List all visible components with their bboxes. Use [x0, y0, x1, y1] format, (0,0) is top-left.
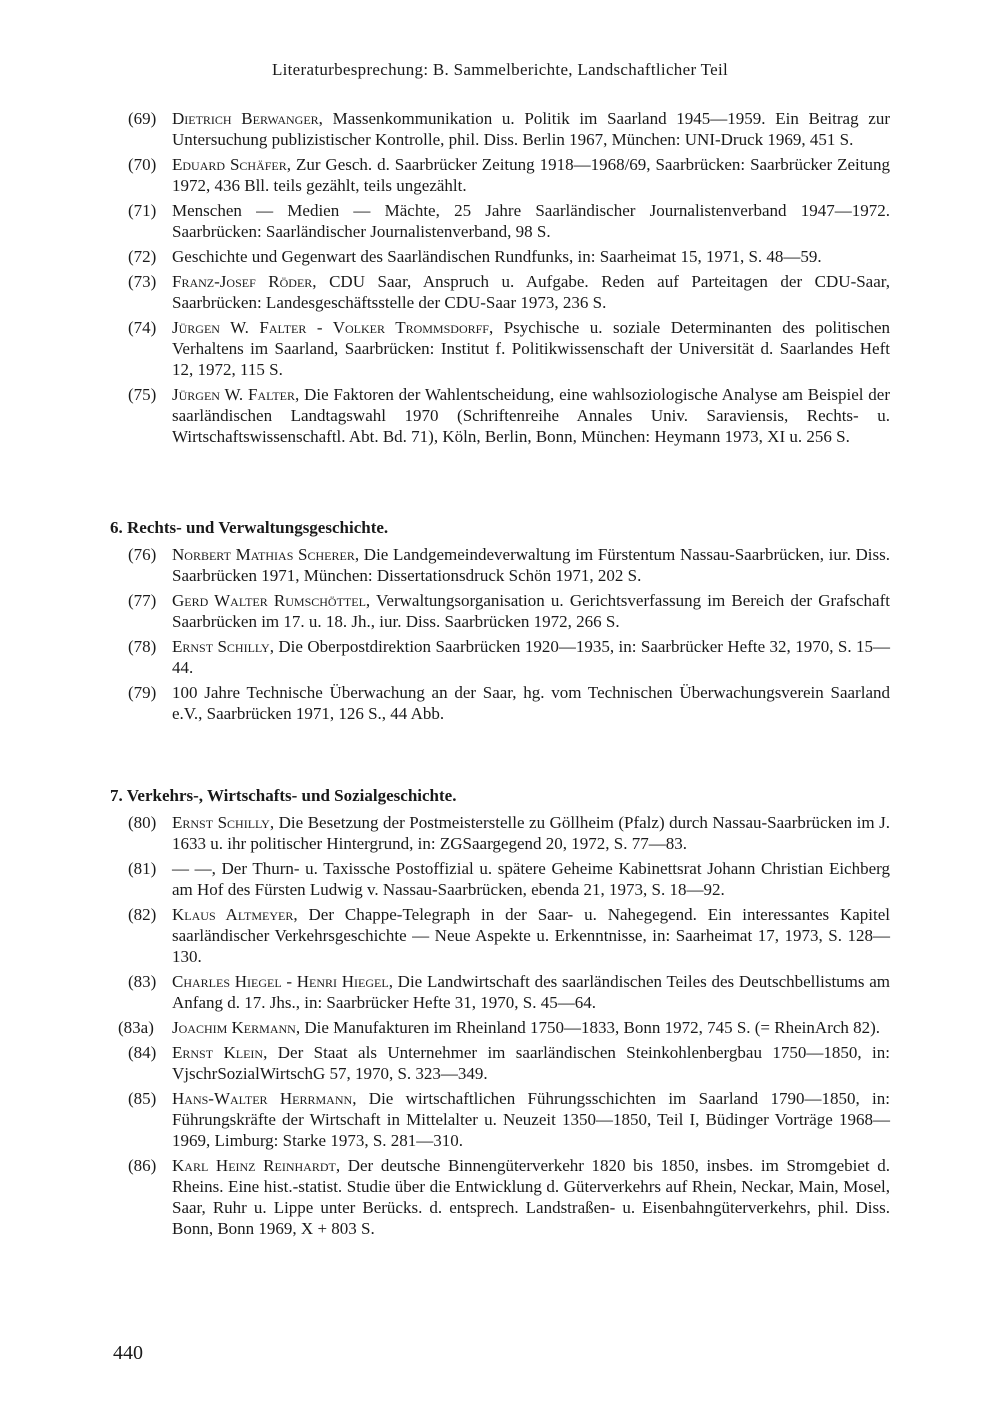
page-number: 440	[113, 1342, 143, 1364]
entry-text: , Der deutsche Binnengüterverkehr 1820 bis 1850, insbes. im Stromgebiet d. Rheins. Eine hist.-statist. Studie über die Entwicklung d. Güterverkehrs auf Rhein, Neckar, Main, Mosel, Saar, Ruhr u. Lippe unter Berücks. d. entsprech. Landstraßen- u. Eisenbahngüterverkehrs, phil. Diss. Bonn, Bonn 1969, X + 803 S.	[172, 1156, 891, 1238]
bibliography-entry	[110, 384, 890, 447]
entry-number: (85)	[128, 1089, 157, 1108]
entry-text: , Die Manufakturen im Rheinland 1750—1833, Bonn 1972, 745 S. (= RheinArch 82).	[295, 1018, 881, 1037]
bibliography-entry	[110, 108, 890, 150]
bibliography-entry	[110, 636, 890, 678]
entry-author: Ernst Schilly	[172, 637, 270, 656]
bibliography-entry	[110, 200, 890, 242]
entry-number: (77)	[128, 591, 157, 610]
entry-author: Gerd Walter Rumschöttel	[172, 591, 366, 610]
entry-text: , Die Faktoren der Wahlentscheidung, eine wahlsoziologische Analyse am Beispiel der saarländischen Landtagswahl 1970 (Schriftenreihe Annales Univ. Saraviensis, Rechts- u. Wirtschaftswissenschaftl. Abt. Bd. 71), Köln, Berlin, Bonn, München: Heymann 1973, XI u. 256 S.	[172, 385, 890, 446]
entry-author: Franz-Josef Röder	[172, 272, 313, 291]
entry-text: , Die Landgemeindeverwaltung im Fürstentum Nassau-Saarbrücken, iur. Diss. Saarbrücken 1971, München: Dissertationsdruck Schön 1971, 202 S.	[172, 545, 890, 585]
entry-text: , Der Chappe-Telegraph in der Saar- u. Nahegegend. Ein interessantes Kapitel saarländischer Verkehrsgeschichte — Neue Aspekte u. Erkenntnisse, in: Saarheimat 17, 1973, S. 128—130.	[172, 905, 891, 966]
bibliography-entry	[110, 590, 890, 632]
entry-text: 100 Jahre Technische Überwachung an der Saar, hg. vom Technischen Überwachungsverein Saarland e.V., Saarbrücken 1971, 126 S., 44 Abb.	[172, 683, 890, 723]
bibliography-entry	[110, 904, 890, 967]
bibliography-entry	[110, 682, 890, 724]
entry-number: (74)	[128, 318, 157, 337]
entry-text: — —, Der Thurn- u. Taxissche Postoffizial u. spätere Geheime Kabinettsrat Johann Christian Eichberg am Hof des Fürsten Ludwig v. Nassau-Saarbrücken, ebenda 21, 1973, S. 18—92.	[172, 859, 890, 899]
entry-author: Karl Heinz Reinhardt	[172, 1156, 336, 1175]
bibliography-entry	[110, 317, 890, 380]
bibliography-list	[110, 108, 890, 447]
entry-author: Norbert Mathias Scherer	[172, 545, 355, 564]
entry-author: Jürgen W. Falter - Volker Trommsdorff	[172, 318, 489, 337]
entry-text: , Der Staat als Unternehmer im saarländischen Steinkohlenbergbau 1750—1850, in: VjschrSozialWirtschG 57, 1970, S. 323—349.	[172, 1043, 890, 1083]
entry-text: , Massenkommunikation u. Politik im Saarland 1945—1959. Ein Beitrag zur Untersuchung publizistischer Kontrolle, phil. Diss. Berlin 1967, München: UNI-Druck 1969, 451 S.	[172, 109, 890, 149]
bibliography-entry	[110, 1042, 890, 1084]
entry-number: (76)	[128, 545, 157, 564]
entry-author: Klaus Altmeyer	[172, 905, 294, 924]
bibliography-entry	[110, 544, 890, 586]
entry-author: Jürgen W. Falter	[172, 385, 296, 404]
section-media-politics	[110, 108, 890, 451]
entry-author: Dietrich Berwanger	[172, 109, 319, 128]
entry-text: Menschen — Medien — Mächte, 25 Jahre Saarländischer Journalistenverband 1947—1972. Saarbrücken: Saarländischer Journalistenverband, 98 S.	[172, 201, 890, 241]
entry-author: Eduard Schäfer	[172, 155, 287, 174]
entry-text: , Psychische u. soziale Determinanten des politischen Verhaltens im Saarland, Saarbrücken: Institut f. Politikwissenschaft der Universität d. Saarlandes Heft 12, 1972, 115 S.	[172, 318, 890, 379]
entry-number: (86)	[128, 1156, 157, 1175]
bibliography-list	[110, 812, 890, 1239]
entry-number: (70)	[128, 155, 157, 174]
entry-number: (83)	[128, 972, 157, 991]
entry-text: , Verwaltungsorganisation u. Gerichtsverfassung im Bereich der Grafschaft Saarbrücken im 17. u. 18. Jh., iur. Diss. Saarbrücken 1972, 266 S.	[172, 591, 890, 631]
bibliography-entry	[110, 1017, 890, 1038]
entry-number: (71)	[128, 201, 157, 220]
section-heading: 6. Rechts- und Verwaltungsgeschichte.	[110, 518, 389, 537]
bibliography-entry	[110, 1155, 890, 1239]
entry-author: Hans-Walter Herrmann	[172, 1089, 353, 1108]
bibliography-entry	[110, 271, 890, 313]
entry-text: , CDU Saar, Anspruch u. Aufgabe. Reden auf Parteitagen der CDU-Saar, Saarbrücken: Landesgeschäftsstelle der CDU-Saar 1973, 236 S.	[172, 272, 891, 312]
entry-number: (79)	[128, 683, 157, 702]
section-heading: 7. Verkehrs-, Wirtschafts- und Sozialgeschichte.	[110, 786, 457, 805]
bibliography-entry	[110, 154, 890, 196]
entry-author: Charles Hiegel - Henri Hiegel	[172, 972, 389, 991]
entry-text: , Die Landwirtschaft des saarländischen Teiles des Deutschbellistums am Anfang d. 17. Jhs., in: Saarbrücker Hefte 31, 1970, S. 45—64.	[172, 972, 890, 1012]
section-legal-administrative-history	[110, 518, 890, 728]
entry-text: , Die wirtschaftlichen Führungsschichten im Saarland 1790—1850, in: Führungskräfte der Wirtschaft in Mittelalter u. Neuzeit 1350—1850, Teil I, Büdinger Vorträge 1968—1969, Limburg: Starke 1973, S. 281—310.	[172, 1089, 890, 1150]
entry-text: , Die Oberpostdirektion Saarbrücken 1920—1935, in: Saarbrücker Hefte 32, 1970, S. 15—44.	[172, 637, 890, 677]
entry-text: Geschichte und Gegenwart des Saarländischen Rundfunks, in: Saarheimat 15, 1971, S. 48—59.	[172, 247, 822, 266]
entry-number: (72)	[128, 247, 157, 266]
entry-number: (75)	[128, 385, 157, 404]
entry-author: Ernst Klein	[172, 1043, 264, 1062]
entry-text: , Zur Gesch. d. Saarbrücker Zeitung 1918—1968/69, Saarbrücken: Saarbrücker Zeitung 1972, 436 Bll. teils gezählt, teils ungezählt.	[172, 155, 890, 195]
entry-number: (78)	[128, 637, 157, 656]
entry-number: (84)	[128, 1043, 157, 1062]
entry-number: (69)	[128, 109, 157, 128]
entry-text: , Die Besetzung der Postmeisterstelle zu Göllheim (Pfalz) durch Nassau-Saarbrücken im J. 1633 u. ihr politischer Hintergrund, in: ZGSaargegend 20, 1972, S. 77—83.	[172, 813, 890, 853]
entry-author: Ernst Schilly	[172, 813, 270, 832]
bibliography-entry	[110, 246, 890, 267]
entry-author: Joachim Kermann	[172, 1018, 296, 1037]
section-economic-social-history	[110, 786, 890, 1243]
entry-number: (83a)	[118, 1018, 154, 1037]
bibliography-entry	[110, 812, 890, 854]
entry-number: (81)	[128, 859, 157, 878]
bibliography-entry	[110, 1088, 890, 1151]
entry-number: (73)	[128, 272, 157, 291]
bibliography-entry	[110, 971, 890, 1013]
entry-number: (82)	[128, 905, 157, 924]
running-header: Literaturbesprechung: B. Sammelberichte, Landschaftlicher Teil	[271, 60, 729, 79]
bibliography-list	[110, 544, 890, 724]
entry-number: (80)	[128, 813, 157, 832]
bibliography-entry	[110, 858, 890, 900]
